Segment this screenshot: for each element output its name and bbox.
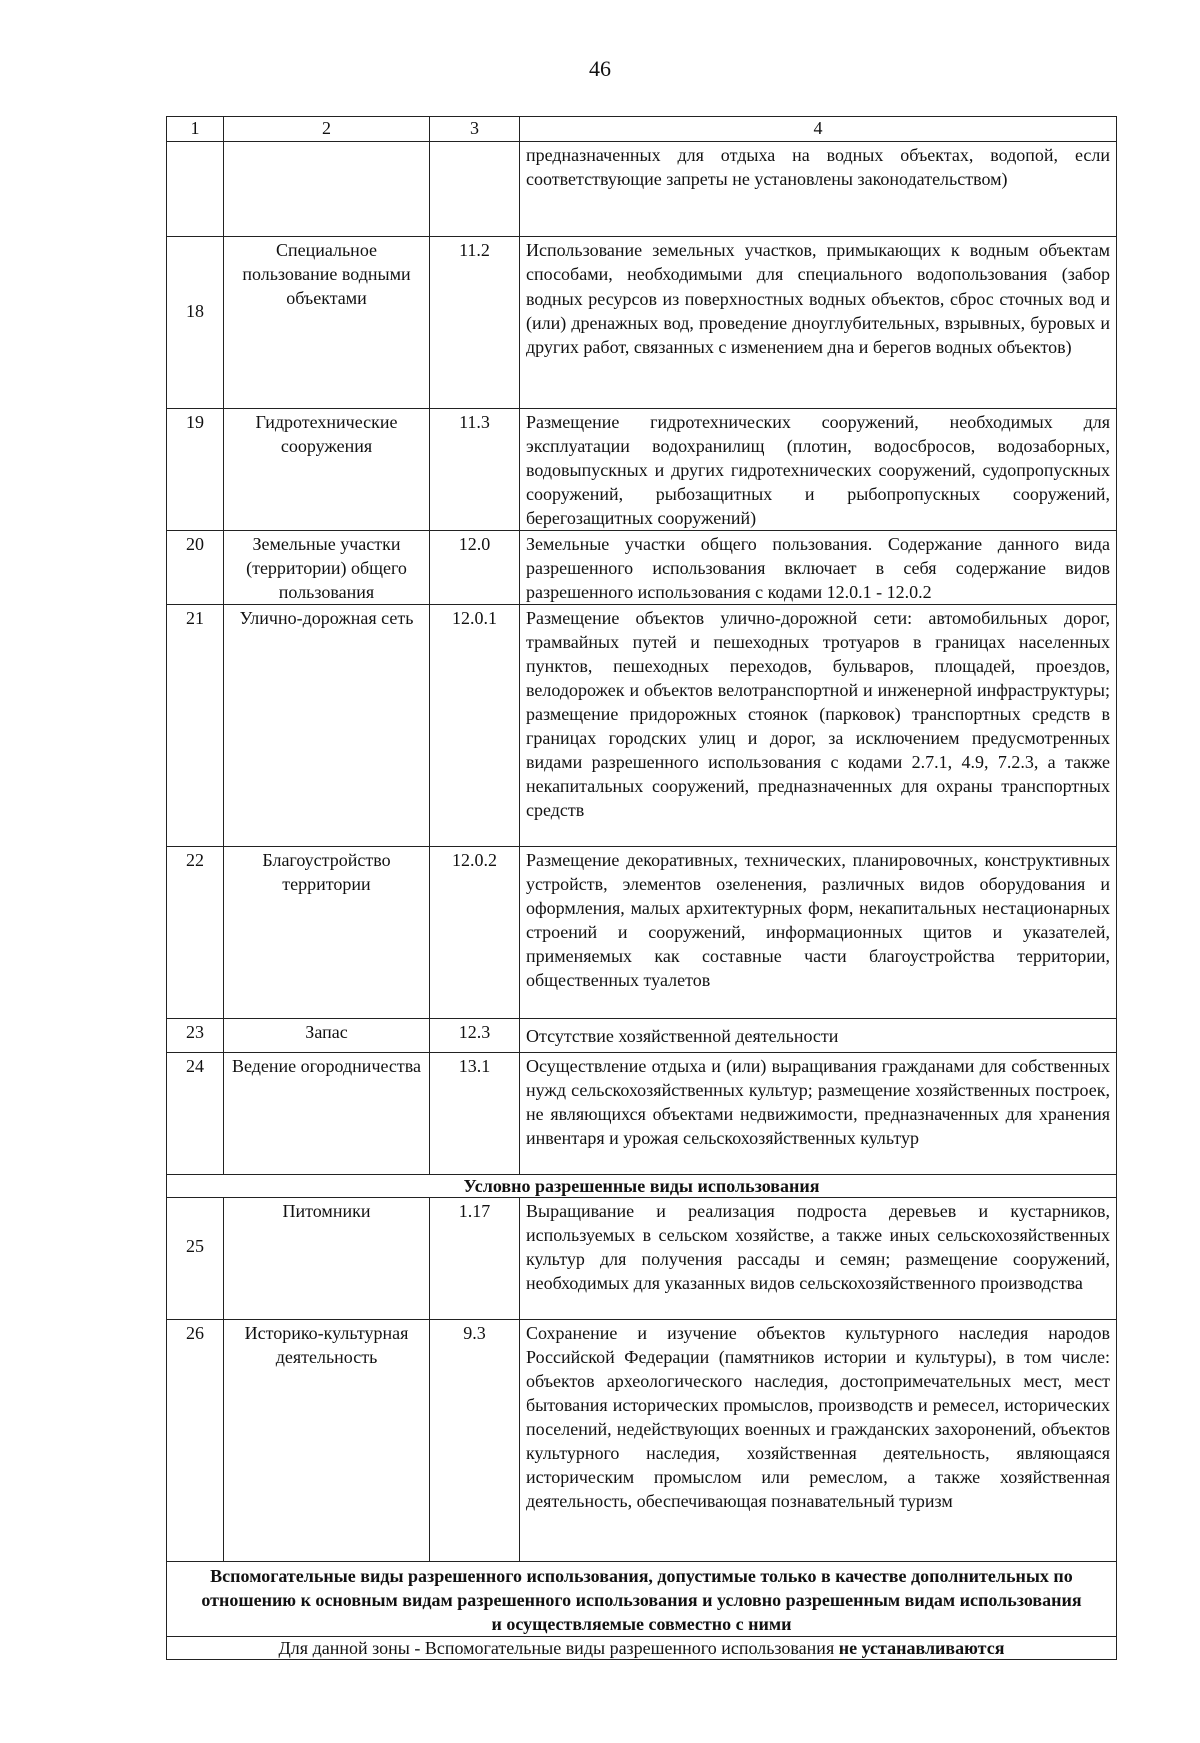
header-col-4: 4 [520, 117, 1117, 142]
row-code: 13.1 [430, 1053, 520, 1175]
table-row [167, 409, 1117, 531]
row-code: 11.2 [430, 237, 520, 409]
final-note-prefix: Для данной зоны - Вспомогательные виды разрешенного использования [278, 1638, 839, 1658]
table-row [167, 847, 1117, 1019]
table-row [167, 531, 1117, 605]
header-col-3: 3 [430, 117, 520, 142]
row-num: 19 [167, 409, 224, 531]
row-num: 22 [167, 847, 224, 1019]
page-number: 46 [589, 56, 611, 81]
row-desc: Размещение гидротехнических сооружений, необходимых для эксплуатации водохранилищ (плотин, водосбросов, водозаборных, водовыпускных и других гидротехнических сооружений, судопропускных сооружений, рыбозащитных и рыбопропускных сооружений, берегозащитных сооружений) [520, 409, 1117, 531]
table-row [167, 1019, 1117, 1053]
row-num: 25 [167, 1198, 224, 1320]
table-row-continuation [167, 142, 1117, 237]
row-num: 23 [167, 1019, 224, 1053]
row-num: 21 [167, 605, 224, 847]
row-desc: Использование земельных участков, примыкающих к водным объектам способами, необходимыми для специального водопользования (забор водных ресурсов из поверхностных водных объектов, сброс сточных вод и (или) дренажных вод, проведение дноуглубительных, взрывных, буровых и других работ, связанных с изменением дна и берегов водных объектов) [520, 237, 1117, 409]
row-desc: Сохранение и изучение объектов культурного наследия народов Российской Федерации (памятников истории и культуры), в том числе: объектов археологического наследия, достопримечательных мест, мест бытования исторических промыслов, производств и ремесел, исторических поселений, недействующих военных и гражданских захоронений, объектов культурного наследия, хозяйственная деятельность, являющаяся историческим промыслом или ремеслом, а также хозяйственная деятельность, обеспечивающая познавательный туризм [520, 1320, 1117, 1562]
row-code: 12.0 [430, 531, 520, 605]
row-desc: Размещение декоративных, технических, планировочных, конструктивных устройств, элементов озеленения, различных видов оборудования и оформления, малых архитектурных форм, некапитальных нестационарных строений и сооружений, информационных щитов и указателей, применяемых как составные части благоустройства территории, общественных туалетов [520, 847, 1117, 1019]
header-col-2: 2 [224, 117, 430, 142]
row-name: Запас [224, 1019, 430, 1053]
header-row [167, 117, 1117, 142]
table-row [167, 1320, 1117, 1562]
section-conditional-row [167, 1175, 1117, 1198]
row-desc: Отсутствие хозяйственной деятельности [520, 1019, 1117, 1053]
row-name: Благоустройство территории [224, 847, 430, 1019]
row-name: Улично-дорожная сеть [224, 605, 430, 847]
row-num: 18 [167, 237, 224, 409]
table-row [167, 1198, 1117, 1320]
row-code: 1.17 [430, 1198, 520, 1320]
row-code: 11.3 [430, 409, 520, 531]
table-row [167, 605, 1117, 847]
final-note [167, 1637, 1117, 1660]
final-note-row [167, 1637, 1117, 1660]
table-row [167, 1053, 1117, 1175]
header-col-1: 1 [167, 117, 224, 142]
row-num: 20 [167, 531, 224, 605]
row-desc: Размещение объектов улично-дорожной сети: автомобильных дорог, трамвайных путей и пешеходных тротуаров в границах населенных пунктов, пешеходных переходов, бульваров, площадей, проездов, велодорожек и объектов велотранспортной и инженерной инфраструктуры; размещение придорожных стоянок (парковок) транспортных средств в границах городских улиц и дорог, за исключением предусмотренных видами разрешенного использования с кодами 2.7.1, 4.9, 7.2.3, а также некапитальных сооружений, предназначенных для охраны транспортных средств [520, 605, 1117, 847]
row-code: 12.0.1 [430, 605, 520, 847]
section-conditional-title: Условно разрешенные виды использования [167, 1175, 1117, 1198]
row-name: Ведение огородничества [224, 1053, 430, 1175]
row-num: 24 [167, 1053, 224, 1175]
row-name: Специальное пользование водными объектами [224, 237, 430, 409]
row-desc: Земельные участки общего пользования. Содержание данного вида разрешенного использования включает в себя содержание видов разрешенного использования с кодами 12.0.1 - 12.0.2 [520, 531, 1117, 605]
row-code: 12.3 [430, 1019, 520, 1053]
table-row [167, 237, 1117, 409]
row-num: 26 [167, 1320, 224, 1562]
land-use-table [166, 116, 1117, 1660]
final-note-bold: не устанавливаются [838, 1638, 1005, 1658]
row-name: Земельные участки (территории) общего пользования [224, 531, 430, 605]
row-continuation-desc: предназначенных для отдыха на водных объектах, водопой, если соответствующие запреты не установлены законодательством) [520, 142, 1117, 237]
row-code: 9.3 [430, 1320, 520, 1562]
row-desc: Выращивание и реализация подроста деревьев и кустарников, используемых в сельском хозяйстве, а также иных сельскохозяйственных культур для получения рассады и семян; размещение сооружений, необходимых для указанных видов сельскохозяйственного производства [520, 1198, 1117, 1320]
section-auxiliary-row [167, 1562, 1117, 1637]
row-code: 12.0.2 [430, 847, 520, 1019]
section-auxiliary-title: Вспомогательные виды разрешенного использования, допустимые только в качестве дополнительных по отношению к основным видам разрешенного использования и условно разрешенным видам использования и осуществляемые совместно с ними [167, 1562, 1117, 1637]
row-name: Историко-культурная деятельность [224, 1320, 430, 1562]
row-name: Питомники [224, 1198, 430, 1320]
row-name: Гидротехнические сооружения [224, 409, 430, 531]
row-desc: Осуществление отдыха и (или) выращивания гражданами для собственных нужд сельскохозяйственных культур; размещение хозяйственных построек, не являющихся объектами недвижимости, предназначенных для хранения инвентаря и урожая сельскохозяйственных культур [520, 1053, 1117, 1175]
